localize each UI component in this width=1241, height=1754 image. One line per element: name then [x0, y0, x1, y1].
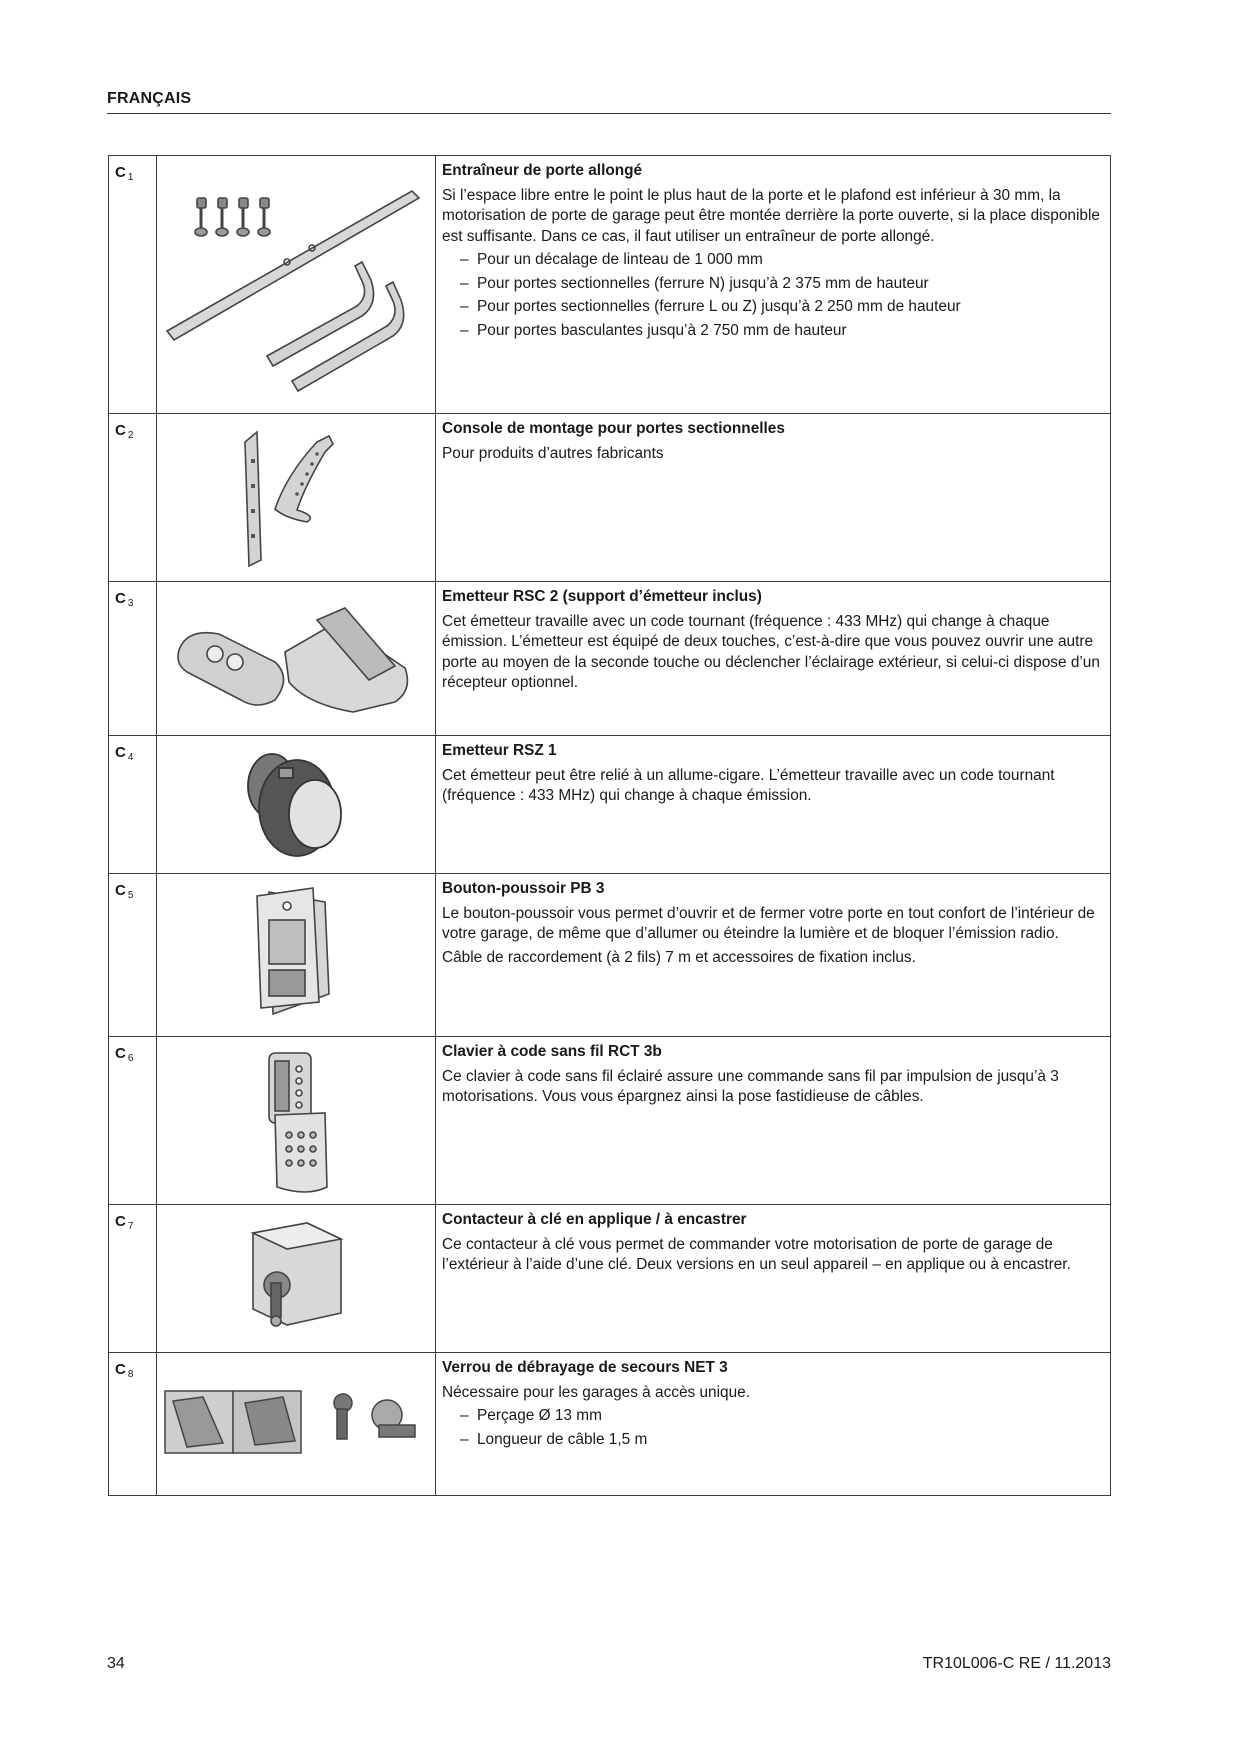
emergency-release-lock-icon — [157, 1353, 436, 1496]
item-paragraph: Ce clavier à code sans fil éclairé assure une commande sans fil par impulsion de jusqu’à 3 motorisations. Vous vous épargnez ainsi la pose fastidieuse de câbles. — [442, 1067, 1059, 1105]
item-bullets — [442, 1406, 1100, 1450]
item-ref: C $_7$ — [109, 1205, 157, 1353]
item-description — [436, 1205, 1111, 1353]
mounting-bracket-icon — [157, 414, 436, 582]
item-paragraph: Nécessaire pour les garages à accès unique. — [442, 1383, 750, 1401]
header-rule — [107, 113, 1111, 114]
push-button-icon — [157, 874, 436, 1037]
accessory-row — [109, 1353, 1111, 1496]
accessory-row — [109, 414, 1111, 582]
accessory-row — [109, 582, 1111, 736]
item-paragraph: Câble de raccordement (à 2 fils) 7 m et accessoires de fixation inclus. — [442, 948, 916, 966]
item-paragraph: Cet émetteur peut être relié à un allume-cigare. L’émetteur travaille avec un code tournant (fréquence : 433 MHz) qui change à chaque émission. — [442, 766, 1055, 804]
item-description — [436, 874, 1111, 1037]
list-item: – Pour portes sectionnelles (ferrure N) jusqu’à 2 375 mm de hauteur — [477, 274, 1100, 295]
item-title: Entraîneur de porte allongé — [442, 162, 643, 179]
item-description — [436, 736, 1111, 874]
item-title: Console de montage pour portes sectionnelles — [442, 420, 785, 437]
key-switch-icon — [157, 1205, 436, 1353]
item-description — [436, 156, 1111, 414]
item-paragraph: Ce contacteur à clé vous permet de commander votre motorisation de porte de garage de l’extérieur à l’aide d’une clé. Deux versions en un seul appareil – en applique ou à encastrer. — [442, 1235, 1071, 1273]
list-item: – Pour portes basculantes jusqu’à 2 750 mm de hauteur — [477, 321, 1100, 342]
item-ref: C $_3$ — [109, 582, 157, 736]
item-description — [436, 1037, 1111, 1205]
accessory-row — [109, 156, 1111, 414]
accessory-row — [109, 1037, 1111, 1205]
item-paragraph: Cet émetteur travaille avec un code tournant (fréquence : 433 MHz) qui change à chaque émission. L’émetteur est équipé de deux touches, c’est-à-dire que vous pouvez ouvrir une autre porte au moyen de la seconde touche ou déclencher l’éclairage extérieur, si celui-ci dispose d’un récepteur optionnel. — [442, 612, 1100, 691]
item-ref: C $_6$ — [109, 1037, 157, 1205]
item-ref: C $_2$ — [109, 414, 157, 582]
document-reference: TR10L006-C RE / 11.2013 — [922, 1655, 1111, 1672]
item-paragraph: Si l’espace libre entre le point le plus haut de la porte et le plafond est inférieur à 30 mm, la motorisation de porte de garage peut être montée derrière la porte ouverte, si la place disponible est suffisante. Dans ce cas, il faut utiliser un entraîneur de porte allongé. — [442, 186, 1100, 245]
item-ref: C $_4$ — [109, 736, 157, 874]
cigarette-lighter-transmitter-icon — [157, 736, 436, 874]
list-item: – Pour portes sectionnelles (ferrure L ou Z) jusqu’à 2 250 mm de hauteur — [477, 297, 1100, 318]
list-item: – Longueur de câble 1,5 m — [477, 1430, 1100, 1451]
item-title: Emetteur RSZ 1 — [442, 742, 557, 759]
item-description — [436, 1353, 1111, 1496]
accessories-table — [108, 155, 1111, 1496]
item-paragraph: Pour produits d’autres fabricants — [442, 444, 664, 462]
list-item: – Pour un décalage de linteau de 1 000 mm — [477, 250, 1100, 271]
item-title: Emetteur RSC 2 (support d’émetteur inclus) — [442, 588, 762, 605]
item-paragraph: Le bouton-poussoir vous permet d’ouvrir et de fermer votre porte en tout confort de l’intérieur de votre garage, de même que d’allumer ou éteindre la lumière et de bloquer l’émission radio. — [442, 904, 1095, 942]
item-title: Bouton-poussoir PB 3 — [442, 880, 605, 897]
accessory-row — [109, 874, 1111, 1037]
item-bullets — [442, 250, 1100, 341]
item-description — [436, 414, 1111, 582]
list-item: – Perçage Ø 13 mm — [477, 1406, 1100, 1427]
item-title: Clavier à code sans fil RCT 3b — [442, 1043, 662, 1060]
remote-transmitter-icon — [157, 582, 436, 736]
accessory-row — [109, 736, 1111, 874]
item-ref: C $_1$ — [109, 156, 157, 414]
item-description — [436, 582, 1111, 736]
door-arm-extension-icon — [157, 156, 436, 414]
item-ref: C $_5$ — [109, 874, 157, 1037]
page-header-language: FRANÇAIS — [107, 90, 192, 107]
accessory-row — [109, 1205, 1111, 1353]
wireless-keypad-icon — [157, 1037, 436, 1205]
item-title: Contacteur à clé en applique / à encastrer — [442, 1211, 747, 1228]
item-title: Verrou de débrayage de secours NET 3 — [442, 1359, 728, 1376]
page-number: 34 — [107, 1655, 125, 1672]
item-ref: C $_8$ — [109, 1353, 157, 1496]
